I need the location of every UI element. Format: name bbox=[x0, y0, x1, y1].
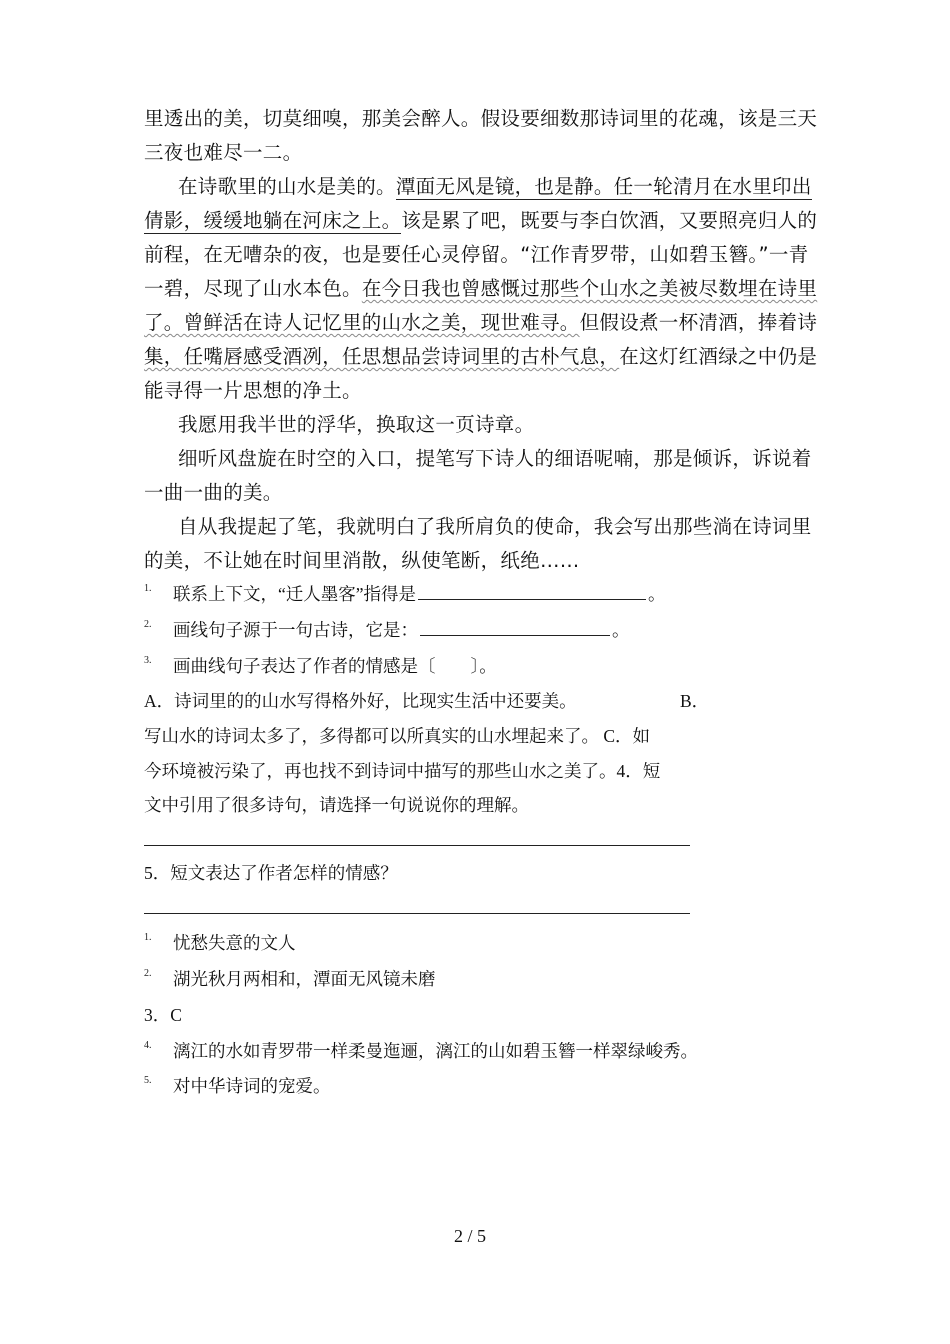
passage-line: 我愿用我半世的浮华，换取这一页诗章。 bbox=[178, 413, 535, 436]
wavy-underlined-sentence: 在今日我也曾感慨过那些个山水之美被尽数埋在诗里 bbox=[361, 277, 818, 300]
passage-line bbox=[144, 273, 817, 301]
question-3: 画曲线句子表达了作者的情感是〔 〕。 bbox=[173, 656, 497, 676]
answer-1: 忧愁失意的文人 bbox=[173, 933, 296, 953]
question-text: 画线句子源于一句古诗，它是： bbox=[173, 620, 418, 640]
answer-number: 2. bbox=[144, 968, 152, 979]
option-b-label: B． bbox=[680, 691, 710, 711]
answer-4: 漓江的水如青罗带一样柔曼迤逦，漓江的山如碧玉簪一样翠绿峻秀。 bbox=[173, 1041, 698, 1061]
passage-text: 一碧，尽现了山水本色。 bbox=[144, 277, 362, 300]
passage-line bbox=[144, 341, 817, 369]
passage-text: 在这灯红酒绿之中仍是 bbox=[619, 345, 818, 368]
answer-2: 湖光秋月两相和，潭面无风镜未磨 bbox=[173, 969, 436, 989]
answer-line[interactable] bbox=[144, 913, 690, 914]
answer-line[interactable] bbox=[144, 845, 690, 846]
answer-blank[interactable] bbox=[418, 598, 646, 600]
question-number: 3. bbox=[144, 655, 152, 666]
passage-line: 前程，在无嘈杂的夜，也是要任心灵停留。“江作青罗带，山如碧玉簪。”一青 bbox=[144, 243, 809, 266]
passage-line bbox=[144, 307, 817, 335]
passage-text: 但假设煮一杯清酒，捧着诗 bbox=[579, 311, 818, 334]
option-c: 今环境被污染了，再也找不到诗词中描写的那些山水之美了。4．短 bbox=[144, 761, 661, 781]
passage-line: 三夜也难尽一二。 bbox=[144, 141, 303, 164]
question-4: 文中引用了很多诗句，请选择一句说说你的理解。 bbox=[144, 795, 529, 815]
passage-line: 细听风盘旋在时空的入口，提笔写下诗人的细语呢喃，那是倾诉，诉说着 bbox=[178, 447, 812, 470]
passage-line: 自从我提起了笔，我就明白了我所肩负的使命，我会写出那些淌在诗词里 bbox=[178, 515, 812, 538]
passage-text: 在诗歌里的山水是美的。 bbox=[178, 175, 396, 198]
passage-line: 能寻得一片思想的净土。 bbox=[144, 379, 362, 402]
answer-5: 对中华诗词的宠爱。 bbox=[173, 1076, 331, 1096]
passage-line: 一曲一曲的美。 bbox=[144, 481, 283, 504]
page-number: 2 / 5 bbox=[453, 1226, 486, 1246]
wavy-underlined-sentence: 了。曾鲜活在诗人记忆里的山水之美，现世难寻。 bbox=[144, 311, 580, 334]
underlined-sentence: 潭面无风是镜，也是静。任一轮清月在水里印出 bbox=[395, 175, 812, 198]
option-b: 写山水的诗词太多了，多得都可以所真实的山水埋起来了。 C．如 bbox=[144, 726, 651, 746]
passage-line bbox=[178, 171, 812, 199]
question-text: 联系上下文，“迁人墨客”指得是 bbox=[173, 584, 417, 604]
question-punct: 。 bbox=[612, 620, 630, 640]
question-number: 2. bbox=[144, 619, 152, 630]
question-number: 1. bbox=[144, 583, 152, 594]
question-1 bbox=[173, 581, 666, 606]
answer-3: 3．C bbox=[144, 1005, 182, 1025]
passage-line: 里透出的美，切莫细嗅，那美会醉人。假设要细数那诗词里的花魂，该是三天 bbox=[144, 107, 818, 130]
answer-number: 1. bbox=[144, 932, 152, 943]
passage-line: 的美，不让她在时间里消散，纵使笔断，纸绝…… bbox=[144, 549, 580, 572]
question-2 bbox=[173, 617, 630, 642]
question-punct: 。 bbox=[648, 584, 666, 604]
option-a: A．诗词里的的山水写得格外好，比现实生活中还要美。 bbox=[144, 691, 577, 711]
answer-number: 4. bbox=[144, 1040, 152, 1051]
passage-line bbox=[144, 205, 817, 233]
question-5: 5．短文表达了作者怎样的情感？ bbox=[144, 863, 398, 883]
answer-number: 5. bbox=[144, 1075, 152, 1086]
wavy-underlined-sentence: 集，任嘴唇感受酒冽，任思想品尝诗词里的古朴气息， bbox=[144, 345, 620, 368]
passage-text: 该是累了吧，既要与李白饮酒，又要照亮归人的 bbox=[401, 209, 818, 232]
underlined-sentence: 倩影，缓缓地躺在河床之上。 bbox=[144, 209, 402, 232]
answer-blank[interactable] bbox=[420, 634, 610, 636]
